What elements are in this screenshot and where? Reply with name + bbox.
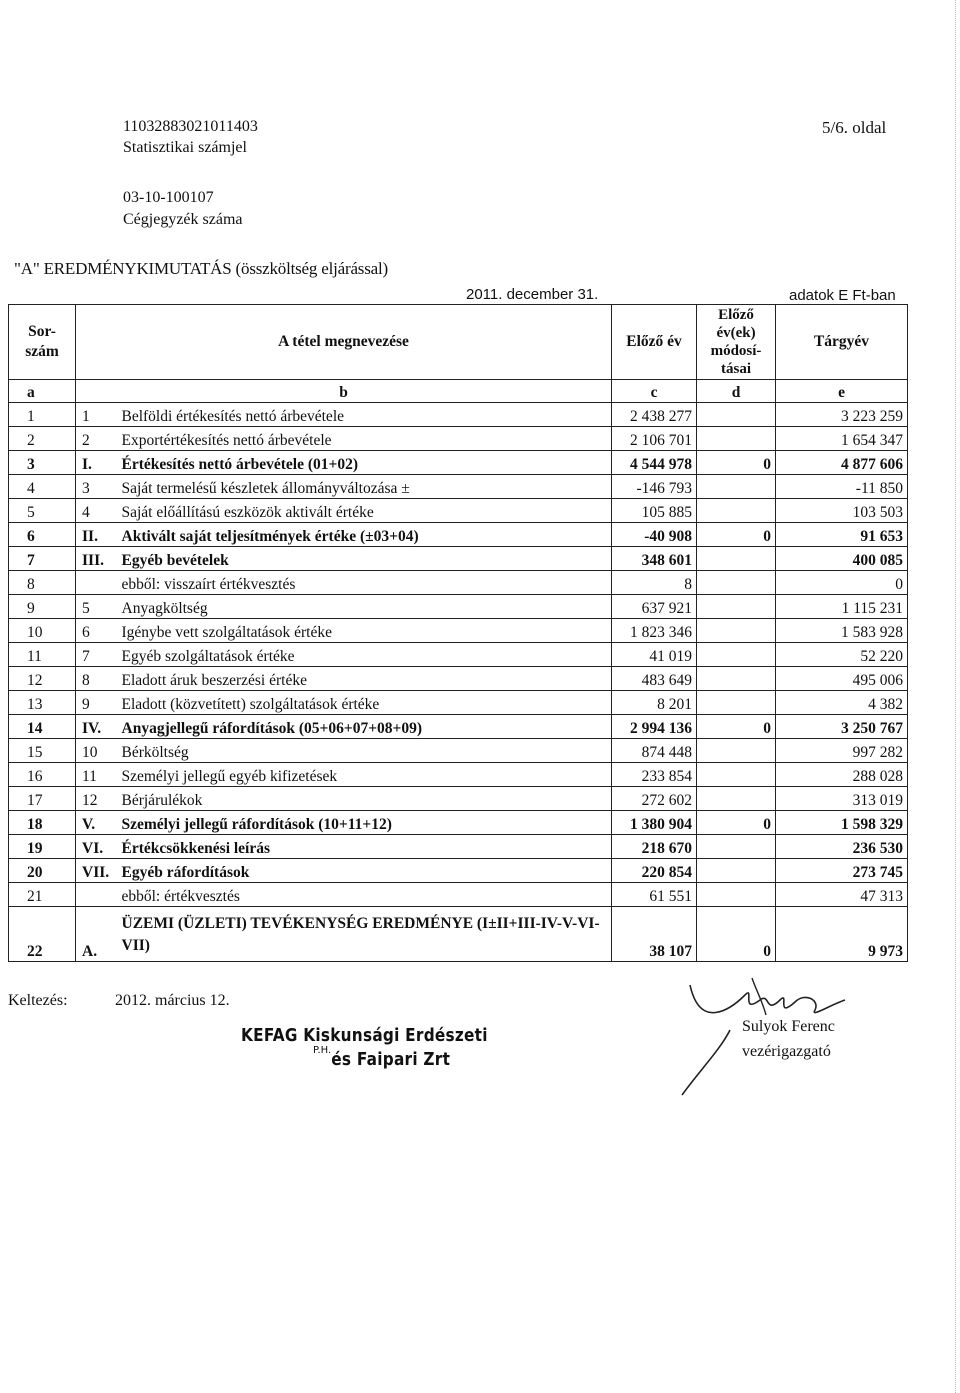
value-curr: 1 115 231 <box>776 595 908 619</box>
row-name: Értékcsökkenési leírás <box>118 835 612 859</box>
letter-b: b <box>76 380 612 403</box>
table-row <box>9 907 908 962</box>
row-name: Egyéb ráfordítások <box>118 859 612 883</box>
value-prev: -40 908 <box>612 523 697 547</box>
row-name: Értékesítés nettó árbevétele (01+02) <box>118 451 612 475</box>
value-prev: 1 380 904 <box>612 811 697 835</box>
row-number: 7 <box>9 547 76 571</box>
table-row <box>9 739 908 763</box>
row-code: 4 <box>76 499 118 523</box>
report-date: 2011. december 31. <box>466 286 599 303</box>
value-mod: 0 <box>697 451 776 475</box>
value-mod <box>697 595 776 619</box>
value-prev: 220 854 <box>612 859 697 883</box>
row-number: 11 <box>9 643 76 667</box>
row-code: V. <box>76 811 118 835</box>
table-row <box>9 643 908 667</box>
header-prev: Előző év <box>612 305 697 380</box>
row-number: 12 <box>9 667 76 691</box>
row-number: 10 <box>9 619 76 643</box>
value-prev: 41 019 <box>612 643 697 667</box>
income-statement-table <box>8 304 908 962</box>
row-name: Exportértékesítés nettó árbevétele <box>118 427 612 451</box>
value-mod: 0 <box>697 715 776 739</box>
row-number: 21 <box>9 883 76 907</box>
right-edge-dots <box>953 0 956 1393</box>
row-number: 13 <box>9 691 76 715</box>
table-row <box>9 811 908 835</box>
stat-label: Statisztikai számjel <box>123 139 247 156</box>
value-mod <box>697 499 776 523</box>
row-code: 8 <box>76 667 118 691</box>
row-code: II. <box>76 523 118 547</box>
row-number: 16 <box>9 763 76 787</box>
report-title: "A" EREDMÉNYKIMUTATÁS (összköltség eljárással) <box>14 259 388 278</box>
value-curr: 495 006 <box>776 667 908 691</box>
value-curr: 52 220 <box>776 643 908 667</box>
value-curr: 4 877 606 <box>776 451 908 475</box>
row-number: 8 <box>9 571 76 595</box>
value-curr: -11 850 <box>776 475 908 499</box>
header-mod: Előző év(ek) módosí- tásai <box>697 305 776 380</box>
stat-number: 11032883021011403 <box>123 118 258 135</box>
value-curr: 0 <box>776 571 908 595</box>
table-row <box>9 691 908 715</box>
row-code: 11 <box>76 763 118 787</box>
stamp-line-1: KEFAG Kiskunsági Erdészeti <box>241 1025 488 1046</box>
row-number: 17 <box>9 787 76 811</box>
value-mod <box>697 571 776 595</box>
row-name: Eladott áruk beszerzési értéke <box>118 667 612 691</box>
row-code: 1 <box>76 403 118 427</box>
value-curr: 288 028 <box>776 763 908 787</box>
value-prev: 61 551 <box>612 883 697 907</box>
row-code: IV. <box>76 715 118 739</box>
row-name: Saját termelésű készletek állományváltozása ± <box>118 475 612 499</box>
value-mod: 0 <box>697 523 776 547</box>
row-code: VI. <box>76 835 118 859</box>
value-mod <box>697 739 776 763</box>
row-code: VII. <box>76 859 118 883</box>
value-curr: 103 503 <box>776 499 908 523</box>
table-row <box>9 715 908 739</box>
table-row <box>9 571 908 595</box>
letter-d: d <box>697 380 776 403</box>
value-prev: 105 885 <box>612 499 697 523</box>
table-row <box>9 499 908 523</box>
table-row <box>9 667 908 691</box>
row-name: Egyéb bevételek <box>118 547 612 571</box>
stamp-ph: P.H. <box>313 1045 332 1056</box>
value-mod <box>697 763 776 787</box>
value-curr: 1 598 329 <box>776 811 908 835</box>
value-curr: 91 653 <box>776 523 908 547</box>
row-code: 12 <box>76 787 118 811</box>
unit-label: adatok E Ft-ban <box>789 287 896 304</box>
value-curr: 236 530 <box>776 835 908 859</box>
value-prev: 233 854 <box>612 763 697 787</box>
row-code: III. <box>76 547 118 571</box>
row-code: I. <box>76 451 118 475</box>
value-prev: 218 670 <box>612 835 697 859</box>
value-prev: 8 201 <box>612 691 697 715</box>
value-curr: 47 313 <box>776 883 908 907</box>
value-prev: 874 448 <box>612 739 697 763</box>
row-name: ÜZEMI (ÜZLETI) TEVÉKENYSÉG EREDMÉNYE (I±II+III-IV-V-VI-VII) <box>118 907 612 962</box>
table-row <box>9 619 908 643</box>
row-code: 6 <box>76 619 118 643</box>
value-mod: 0 <box>697 811 776 835</box>
row-code: 5 <box>76 595 118 619</box>
value-prev: 348 601 <box>612 547 697 571</box>
value-prev: 272 602 <box>612 787 697 811</box>
value-curr: 273 745 <box>776 859 908 883</box>
value-prev: -146 793 <box>612 475 697 499</box>
registration-number: 03-10-100107 <box>123 189 214 206</box>
value-curr: 400 085 <box>776 547 908 571</box>
value-curr: 9 973 <box>776 907 908 962</box>
row-number: 22 <box>9 907 76 962</box>
table-row <box>9 427 908 451</box>
value-mod <box>697 427 776 451</box>
table-row <box>9 883 908 907</box>
value-mod <box>697 667 776 691</box>
signer-name: Sulyok Ferenc <box>742 1018 835 1035</box>
row-name: Anyagjellegű ráfordítások (05+06+07+08+09) <box>118 715 612 739</box>
value-mod <box>697 835 776 859</box>
row-number: 5 <box>9 499 76 523</box>
table-row <box>9 403 908 427</box>
value-mod <box>697 619 776 643</box>
row-number: 1 <box>9 403 76 427</box>
header-name: A tétel megnevezése <box>76 305 612 380</box>
letter-e: e <box>776 380 908 403</box>
value-curr: 313 019 <box>776 787 908 811</box>
row-number: 4 <box>9 475 76 499</box>
row-number: 14 <box>9 715 76 739</box>
value-curr: 997 282 <box>776 739 908 763</box>
row-name: Eladott (közvetített) szolgáltatások értéke <box>118 691 612 715</box>
table-row <box>9 763 908 787</box>
row-name: Igénybe vett szolgáltatások értéke <box>118 619 612 643</box>
row-number: 3 <box>9 451 76 475</box>
value-prev: 8 <box>612 571 697 595</box>
value-mod <box>697 547 776 571</box>
signer-title: vezérigazgató <box>742 1043 831 1060</box>
keltezes-label: Keltezés: <box>8 992 68 1009</box>
header-sor: Sor- szám <box>9 305 76 380</box>
table-row <box>9 451 908 475</box>
row-name: Bérköltség <box>118 739 612 763</box>
row-name: Személyi jellegű ráfordítások (10+11+12) <box>118 811 612 835</box>
row-name: Aktivált saját teljesítmények értéke (±03+04) <box>118 523 612 547</box>
row-number: 20 <box>9 859 76 883</box>
company-stamp <box>241 1024 488 1072</box>
row-name: ebből: értékvesztés <box>118 883 612 907</box>
row-number: 9 <box>9 595 76 619</box>
row-code: 7 <box>76 643 118 667</box>
value-curr: 1 654 347 <box>776 427 908 451</box>
row-code: 10 <box>76 739 118 763</box>
table-row <box>9 523 908 547</box>
registration-label: Cégjegyzék száma <box>123 211 243 228</box>
row-name: Belföldi értékesítés nettó árbevétele <box>118 403 612 427</box>
row-code <box>76 571 118 595</box>
header-curr: Tárgyév <box>776 305 908 380</box>
table-row <box>9 787 908 811</box>
value-prev: 2 438 277 <box>612 403 697 427</box>
table-row <box>9 859 908 883</box>
row-number: 15 <box>9 739 76 763</box>
row-number: 6 <box>9 523 76 547</box>
keltezes-date: 2012. március 12. <box>115 992 230 1009</box>
letter-a: a <box>9 380 76 403</box>
table-row <box>9 547 908 571</box>
row-name: Saját előállítású eszközök aktivált értéke <box>118 499 612 523</box>
row-name: Egyéb szolgáltatások értéke <box>118 643 612 667</box>
row-name: Bérjárulékok <box>118 787 612 811</box>
row-number: 18 <box>9 811 76 835</box>
row-name: ebből: visszaírt értékvesztés <box>118 571 612 595</box>
value-mod: 0 <box>697 907 776 962</box>
row-code <box>76 883 118 907</box>
row-number: 2 <box>9 427 76 451</box>
value-prev: 38 107 <box>612 907 697 962</box>
row-code: 3 <box>76 475 118 499</box>
value-curr: 3 250 767 <box>776 715 908 739</box>
value-prev: 1 823 346 <box>612 619 697 643</box>
value-mod <box>697 643 776 667</box>
value-mod <box>697 691 776 715</box>
page-number: 5/6. oldal <box>822 118 887 137</box>
value-mod <box>697 883 776 907</box>
value-curr: 1 583 928 <box>776 619 908 643</box>
row-code: A. <box>76 907 118 962</box>
row-name: Személyi jellegű egyéb kifizetések <box>118 763 612 787</box>
value-mod <box>697 403 776 427</box>
table-row <box>9 475 908 499</box>
value-prev: 4 544 978 <box>612 451 697 475</box>
letter-c: c <box>612 380 697 403</box>
table-row <box>9 595 908 619</box>
value-curr: 3 223 259 <box>776 403 908 427</box>
value-curr: 4 382 <box>776 691 908 715</box>
value-prev: 2 994 136 <box>612 715 697 739</box>
value-mod <box>697 787 776 811</box>
table-row <box>9 835 908 859</box>
value-mod <box>697 475 776 499</box>
stamp-line-2: és Faipari Zrt <box>331 1049 451 1070</box>
row-name: Anyagköltség <box>118 595 612 619</box>
row-number: 19 <box>9 835 76 859</box>
row-code: 9 <box>76 691 118 715</box>
row-code: 2 <box>76 427 118 451</box>
value-prev: 483 649 <box>612 667 697 691</box>
value-mod <box>697 859 776 883</box>
value-prev: 2 106 701 <box>612 427 697 451</box>
value-prev: 637 921 <box>612 595 697 619</box>
